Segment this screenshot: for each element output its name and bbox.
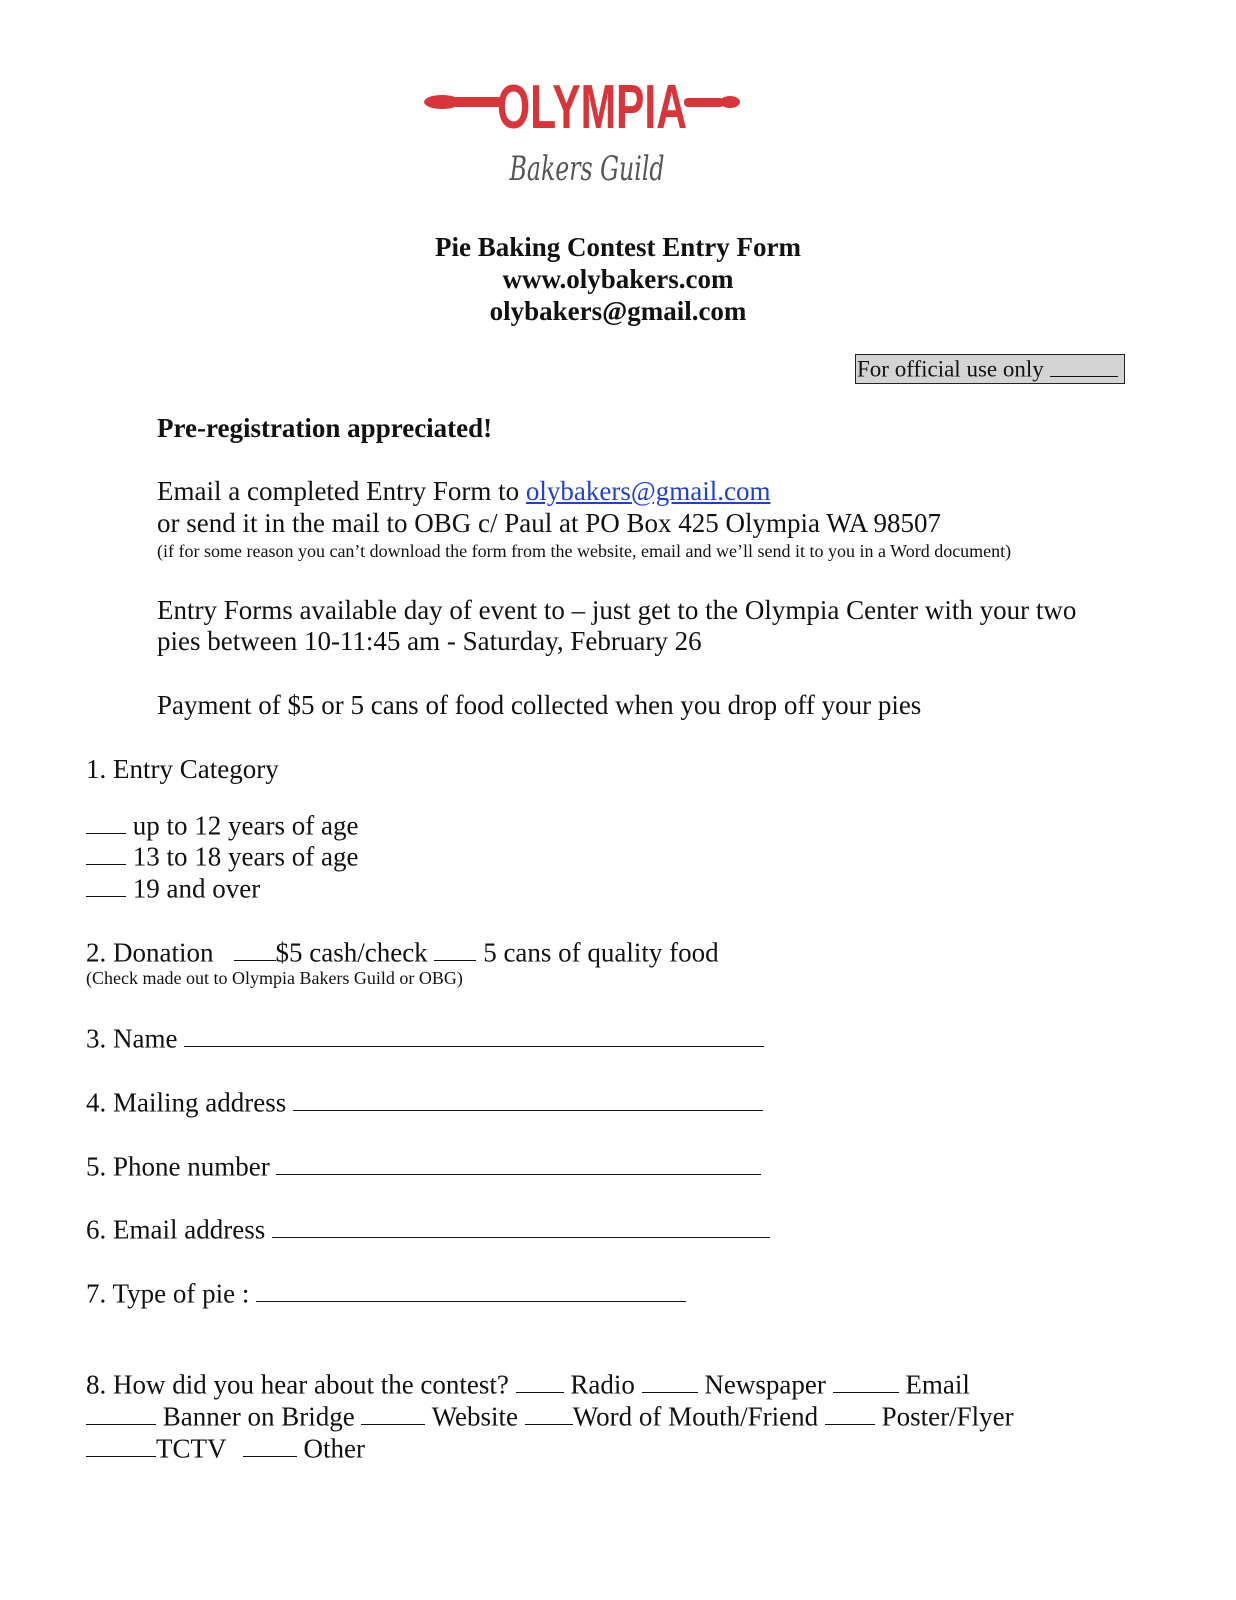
source-option-label: Poster/Flyer (881, 1401, 1014, 1432)
category-option (86, 809, 358, 841)
email-label: 6. Email address (86, 1214, 266, 1245)
donation-label: 2. Donation (86, 937, 214, 968)
source-option-label: Banner on Bridge (162, 1401, 355, 1432)
source-option-label: Newspaper (704, 1369, 826, 1400)
logo-top-text: OLYMPIA (497, 73, 687, 142)
source-option-label: Website (431, 1401, 519, 1432)
category-option-label: 13 to 18 years of age (132, 841, 359, 872)
source-blank[interactable] (516, 1368, 564, 1393)
hear-about-row3 (86, 1432, 365, 1464)
category-blank[interactable] (86, 840, 126, 865)
name-input[interactable] (184, 1022, 764, 1047)
official-use-label: For official use only (857, 356, 1044, 382)
pie-type-input[interactable] (256, 1277, 686, 1302)
logo-bottom-text: Bakers Guild (508, 149, 665, 189)
food-blank[interactable] (434, 936, 476, 961)
email-row (86, 1213, 770, 1245)
category-option-label: up to 12 years of age (132, 810, 359, 841)
category-blank[interactable] (86, 872, 126, 897)
preregistration-heading: Pre-registration appreciated! (157, 413, 493, 443)
email-instruction-text: Email a completed Entry Form to (157, 476, 526, 506)
entry-category-label: 1. Entry Category (86, 754, 279, 784)
category-option-label: 19 and over (132, 873, 261, 904)
hear-about-row2 (86, 1400, 1014, 1432)
food-option-label: 5 cans of quality food (483, 937, 719, 968)
source-blank[interactable] (86, 1400, 156, 1425)
pie-type-label: 7. Type of pie : (86, 1278, 250, 1309)
cash-blank[interactable] (234, 936, 276, 961)
source-blank[interactable] (86, 1432, 156, 1457)
email-input[interactable] (272, 1213, 770, 1238)
day-of-event-line2: pies between 10-11:45 am - Saturday, February 26 (157, 626, 702, 656)
mailing-address-input[interactable] (293, 1086, 763, 1111)
source-option-label: Other (303, 1433, 365, 1464)
source-blank[interactable] (642, 1368, 698, 1393)
contact-email[interactable]: olybakers@gmail.com (489, 296, 747, 326)
official-use-blank[interactable] (1050, 355, 1118, 377)
name-field-row (86, 1022, 764, 1054)
olympia-bakers-guild-logo (422, 62, 742, 202)
official-use-box (855, 354, 1125, 384)
source-option-label: Radio (570, 1369, 635, 1400)
source-option-label: TCTV (156, 1433, 227, 1464)
phone-input[interactable] (276, 1150, 761, 1175)
category-option (86, 872, 260, 904)
mail-instruction: or send it in the mail to OBG c/ Paul at PO Box 425 Olympia WA 98507 (157, 508, 941, 538)
donation-row (86, 936, 719, 968)
phone-row (86, 1150, 761, 1182)
source-option-label: Email (905, 1369, 970, 1400)
source-blank[interactable] (361, 1400, 425, 1425)
category-blank[interactable] (86, 809, 126, 834)
name-label: 3. Name (86, 1023, 178, 1054)
mailing-address-row (86, 1086, 763, 1118)
hear-about-row1 (86, 1368, 970, 1400)
payment-note: Payment of $5 or 5 cans of food collected when you drop off your pies (157, 690, 922, 720)
download-note: (if for some reason you can’t download the form from the website, email and we’ll send it to you in a Word document) (157, 541, 1012, 561)
website-url[interactable]: www.olybakers.com (502, 264, 734, 294)
phone-label: 5. Phone number (86, 1151, 270, 1182)
category-option (86, 840, 358, 872)
cash-option-label: $5 cash/check (275, 937, 428, 968)
day-of-event-line1: Entry Forms available day of event to – just get to the Olympia Center with your two (157, 595, 1077, 625)
source-blank[interactable] (525, 1400, 573, 1425)
source-blank[interactable] (243, 1432, 297, 1457)
email-link[interactable]: olybakers@gmail.com (525, 476, 771, 506)
form-title: Pie Baking Contest Entry Form (435, 232, 801, 262)
mailing-address-label: 4. Mailing address (86, 1087, 287, 1118)
source-option-label: Word of Mouth/Friend (572, 1401, 819, 1432)
donation-note: (Check made out to Olympia Bakers Guild or OBG) (86, 968, 463, 988)
pie-type-row (86, 1277, 686, 1309)
hear-about-label: 8. How did you hear about the contest? (86, 1369, 509, 1400)
email-instruction (157, 476, 770, 507)
source-blank[interactable] (825, 1400, 875, 1425)
source-blank[interactable] (833, 1368, 899, 1393)
